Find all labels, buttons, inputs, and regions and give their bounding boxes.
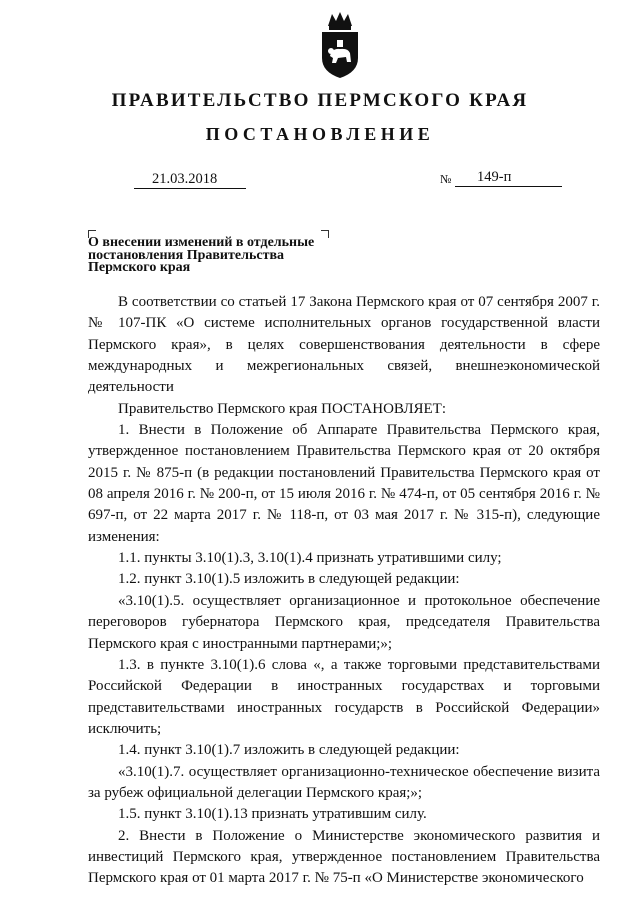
- document-body: [88, 292, 600, 890]
- paragraph: 1.3. в пункте 3.10(1).6 слова «, а также торговыми представительствами Российской Федерации в иностранных государствах и торговыми представительствами иностранных государств в Российской Федерации» исключить;: [88, 656, 600, 737]
- paragraph: «3.10(1).5. осуществляет организационное и протокольное обеспечение переговоров губернатора Пермского края, председателя Правительства Пермского края с иностранными партнерами;»;: [88, 592, 600, 652]
- document-date: 21.03.2018: [134, 171, 246, 189]
- paragraph: 1.5. пункт 3.10(1).13 признать утратившим силу.: [118, 806, 427, 823]
- paragraph: 2. Внести в Положение о Министерстве экономического развития и инвестиций Пермского края, утвержденное постановлением Правительства Пермского края от 01 марта 2017 г. № 75-п «О Министерстве экономического: [88, 827, 600, 887]
- coat-of-arms-icon: [318, 10, 362, 80]
- document-type: ПОСТАНОВЛЕНИЕ: [205, 124, 435, 144]
- paragraph: 1. Внести в Положение об Аппарате Правительства Пермского края, утвержденное постановлением Правительства Пермского края от 20 октября 2015 г. № 875-п (в редакции постановлений Правительства Пермского края от 08 апреля 2016 г. № 200-п, от 15 июля 2016 г. № 474-п, от 05 сентября 2016 г. № 697-п, от 22 марта 2017 г. № 118-п, от 03 мая 2017 г. № 315-п), следующие изменения:: [88, 422, 600, 545]
- paragraph: В соответствии со статьей 17 Закона Пермского края от 07 сентября 2007 г. № 107-ПК «О системе исполнительных органов государственной власти Пермского края», в целях совершенствования деятельности в сфере международных и межрегиональных связей, внешнеэкономической деятельности: [88, 294, 600, 396]
- number-label: №: [440, 172, 452, 186]
- paragraph: 1.4. пункт 3.10(1).7 изложить в следующей редакции:: [118, 742, 460, 759]
- government-title: ПРАВИТЕЛЬСТВО ПЕРМСКОГО КРАЯ: [111, 90, 529, 111]
- paragraph: 1.1. пункты 3.10(1).3, 3.10(1).4 признать утратившими силу;: [118, 550, 502, 567]
- document-subject: О внесении изменений в отдельные постановления Правительства Пермского края: [88, 235, 315, 275]
- paragraph: Правительство Пермского края ПОСТАНОВЛЯЕТ:: [118, 400, 447, 417]
- document-number: 149-п: [455, 169, 562, 187]
- paragraph: 1.2. пункт 3.10(1).5 изложить в следующей редакции:: [118, 571, 460, 588]
- paragraph: «3.10(1).7. осуществляет организационно-техническое обеспечение визита за рубеж официальной делегации Пермского края;»;: [88, 763, 600, 801]
